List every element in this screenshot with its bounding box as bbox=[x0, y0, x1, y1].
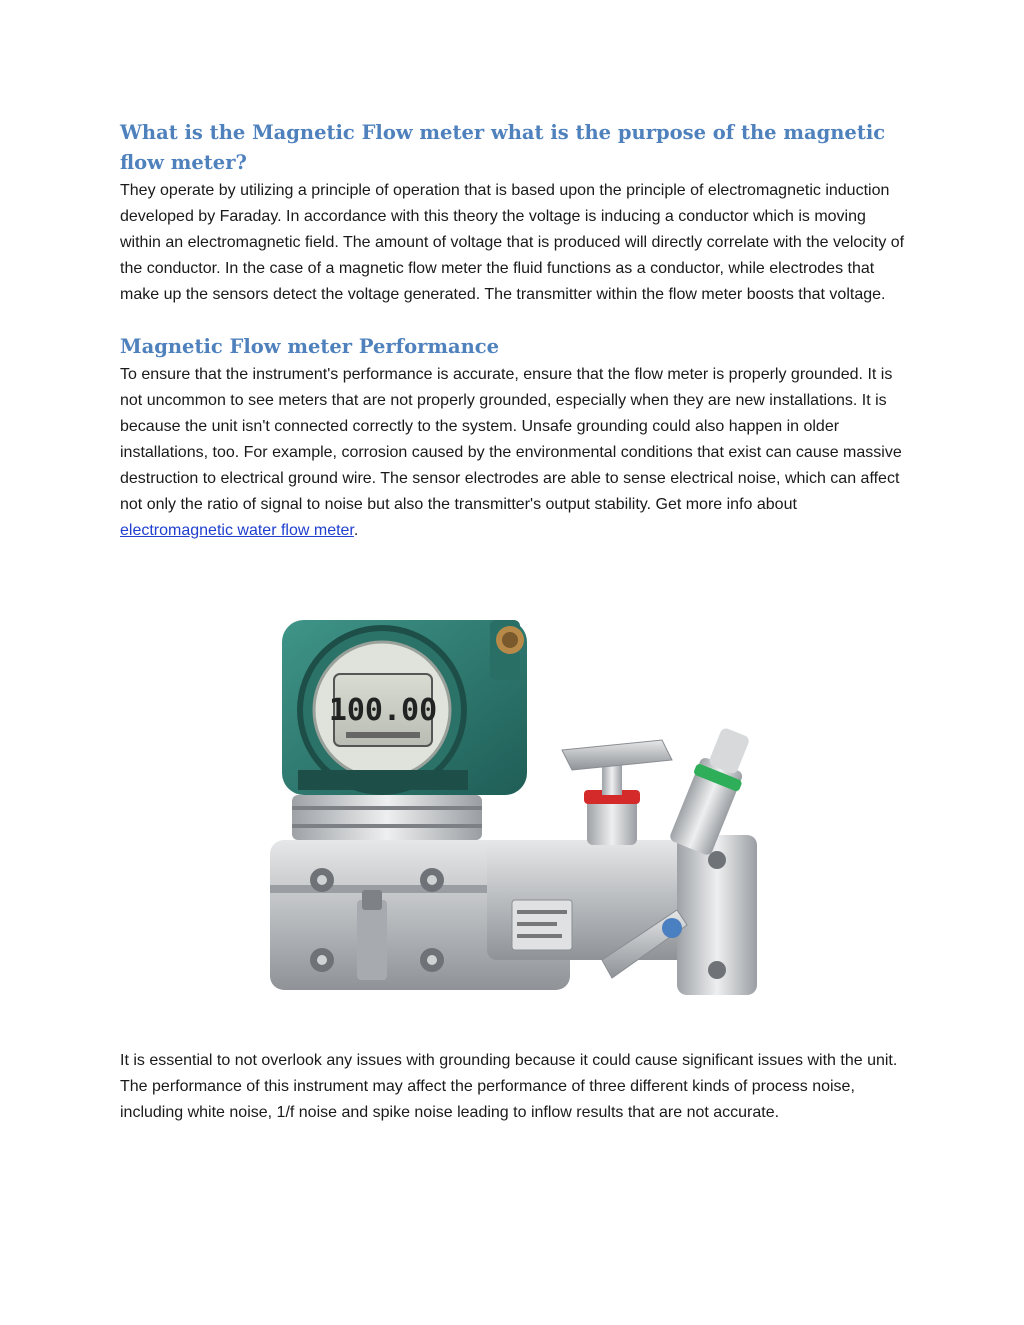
display-reading: 100.00 bbox=[328, 693, 438, 728]
paragraph-grounding bbox=[120, 362, 910, 544]
sensor-neck bbox=[292, 795, 482, 840]
flow-meter-image bbox=[262, 610, 760, 1005]
paragraph-grounding-text: To ensure that the instrument's performance is accurate, ensure that the flow meter is properly grounded. It is not uncommon to see meters that are not properly grounded, especially when they are new installations. It is because the unit isn't connected correctly to the system. Unsafe grounding could also happen in older installations, too. For example, corrosion caused by the environmental conditions that exist can cause massive destruction to electrical ground wire. The sensor electrodes are able to sense electrical noise, which can affect not only the ratio of signal to noise but also the transmitter's output stability. Get more info about bbox=[120, 366, 902, 513]
paragraph-noise: It is essential to not overlook any issues with grounding because it could cause significant issues with the unit. The performance of this instrument may affect the performance of three different kinds of process noise, including white noise, 1/f noise and spike noise leading to inflow results that are not accurate. bbox=[120, 1052, 898, 1121]
flow-meter-link[interactable]: electromagnetic water flow meter bbox=[120, 522, 354, 539]
valve-red bbox=[562, 740, 672, 845]
paragraph-grounding-end: . bbox=[353, 522, 359, 539]
closing-section bbox=[120, 1048, 910, 1126]
document-page bbox=[120, 118, 910, 544]
section-title-performance: Magnetic Flow meter Performance bbox=[120, 335, 500, 358]
section-title-magnetic-flow-meter: What is the Magnetic Flow meter what is the purpose of the magnetic flow meter? bbox=[120, 121, 886, 174]
paragraph-principle: They operate by utilizing a principle of operation that is based upon the principle of electromagnetic induction developed by Faraday. In accordance with this theory the voltage is inducing a conductor which is moving within an electromagnetic field. The amount of voltage that is produced will directly correlate with the velocity of the conductor. In the case of a magnetic flow meter the fluid functions as a conductor, while electrodes that make up the sensors detect the voltage generated. The transmitter within the flow meter boosts that voltage. bbox=[120, 182, 905, 303]
transmitter-housing bbox=[282, 620, 527, 795]
